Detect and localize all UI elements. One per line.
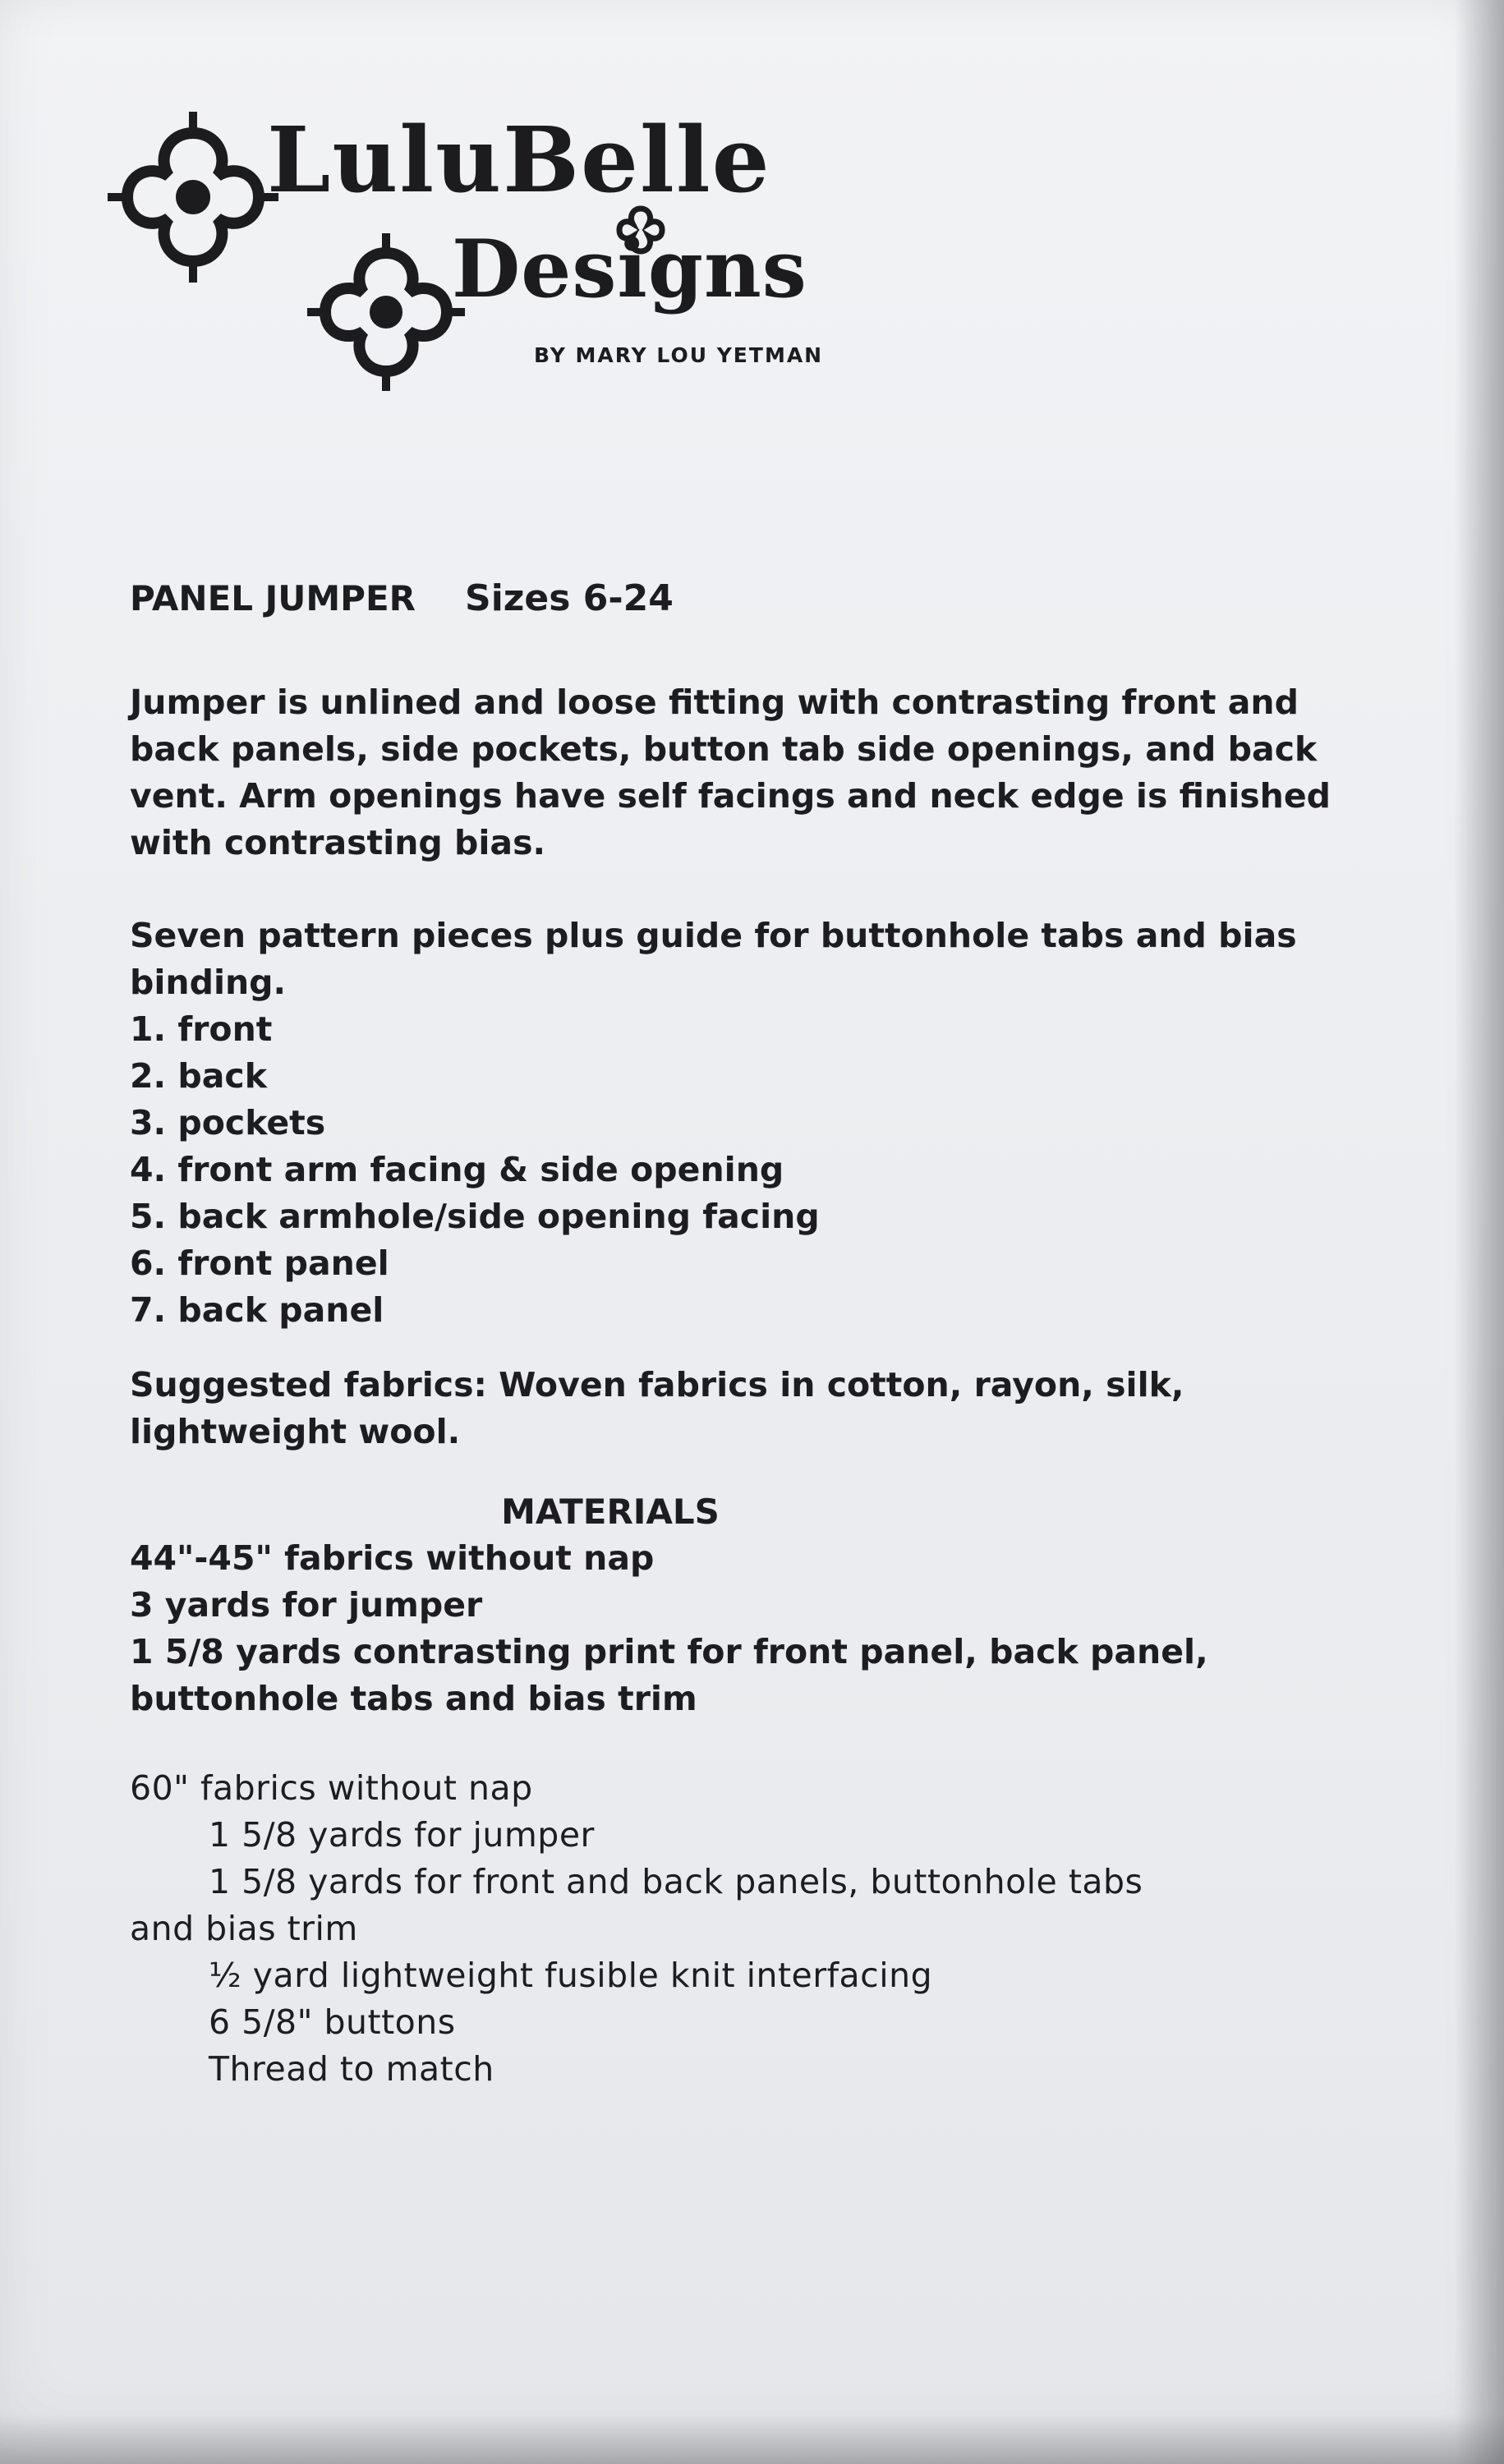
logo-wordmark-line2: Designs xyxy=(452,223,807,315)
materials-line: ½ yard lightweight fusible knit interfacing xyxy=(209,1956,933,1995)
materials-line: 44"-45" fabrics without nap xyxy=(130,1538,655,1578)
materials-line: 1 5/8 yards contrasting print for front panel, back panel, buttonhole tabs and bias trim xyxy=(130,1632,1208,1718)
page-bottom-shadow xyxy=(0,2415,1504,2464)
materials-line: 1 5/8 yards for jumper xyxy=(209,1815,595,1855)
materials-line: Thread to match xyxy=(209,2049,494,2089)
materials-group-heading: 60" fabrics without nap xyxy=(130,1768,533,1808)
materials-line: 3 yards for jumper xyxy=(130,1585,483,1625)
list-item: 3. pockets xyxy=(130,1103,326,1142)
materials-heading: MATERIALS xyxy=(501,1492,720,1532)
pattern-pieces-list xyxy=(130,1006,1378,1334)
list-item: 2. back xyxy=(130,1056,267,1096)
list-item: 7. back panel xyxy=(130,1290,384,1330)
materials-line: 1 5/8 yards for front and back panels, buttonhole tabs xyxy=(209,1862,1143,1901)
list-item: 5. back armhole/side opening facing xyxy=(130,1197,820,1236)
logo-byline: BY MARY LOU YETMAN xyxy=(534,343,824,367)
title-row xyxy=(130,575,1378,622)
materials-line: 6 5/8" buttons xyxy=(209,2002,456,2042)
brand-logo xyxy=(107,107,912,394)
pattern-description xyxy=(130,575,1378,2135)
list-item: 4. front arm facing & side opening xyxy=(130,1150,784,1189)
pattern-title: PANEL JUMPER xyxy=(130,578,416,618)
list-item: 6. front panel xyxy=(130,1243,389,1283)
logo-wordmark-line1: LuluBelle xyxy=(267,107,771,213)
pieces-intro: Seven pattern pieces plus guide for buttonhole tabs and bias binding. xyxy=(130,916,1297,1002)
pattern-sizes: Sizes 6-24 xyxy=(465,577,674,619)
description-paragraph: Jumper is unlined and loose fitting with contrasting front and back panels, side pockets, button tab side openings, and back vent. Arm openings have self facings and neck edge is finished with contrasting bias. xyxy=(130,683,1332,862)
materials-group-60in xyxy=(130,1765,1378,2093)
materials-line: and bias trim xyxy=(130,1909,358,1948)
page-edge-shadow xyxy=(1455,0,1504,2464)
materials-group-44in xyxy=(130,1535,1378,1722)
suggested-fabrics: Suggested fabrics: Woven fabrics in cotton, rayon, silk, lightweight wool. xyxy=(130,1365,1184,1451)
list-item: 1. front xyxy=(130,1009,273,1049)
